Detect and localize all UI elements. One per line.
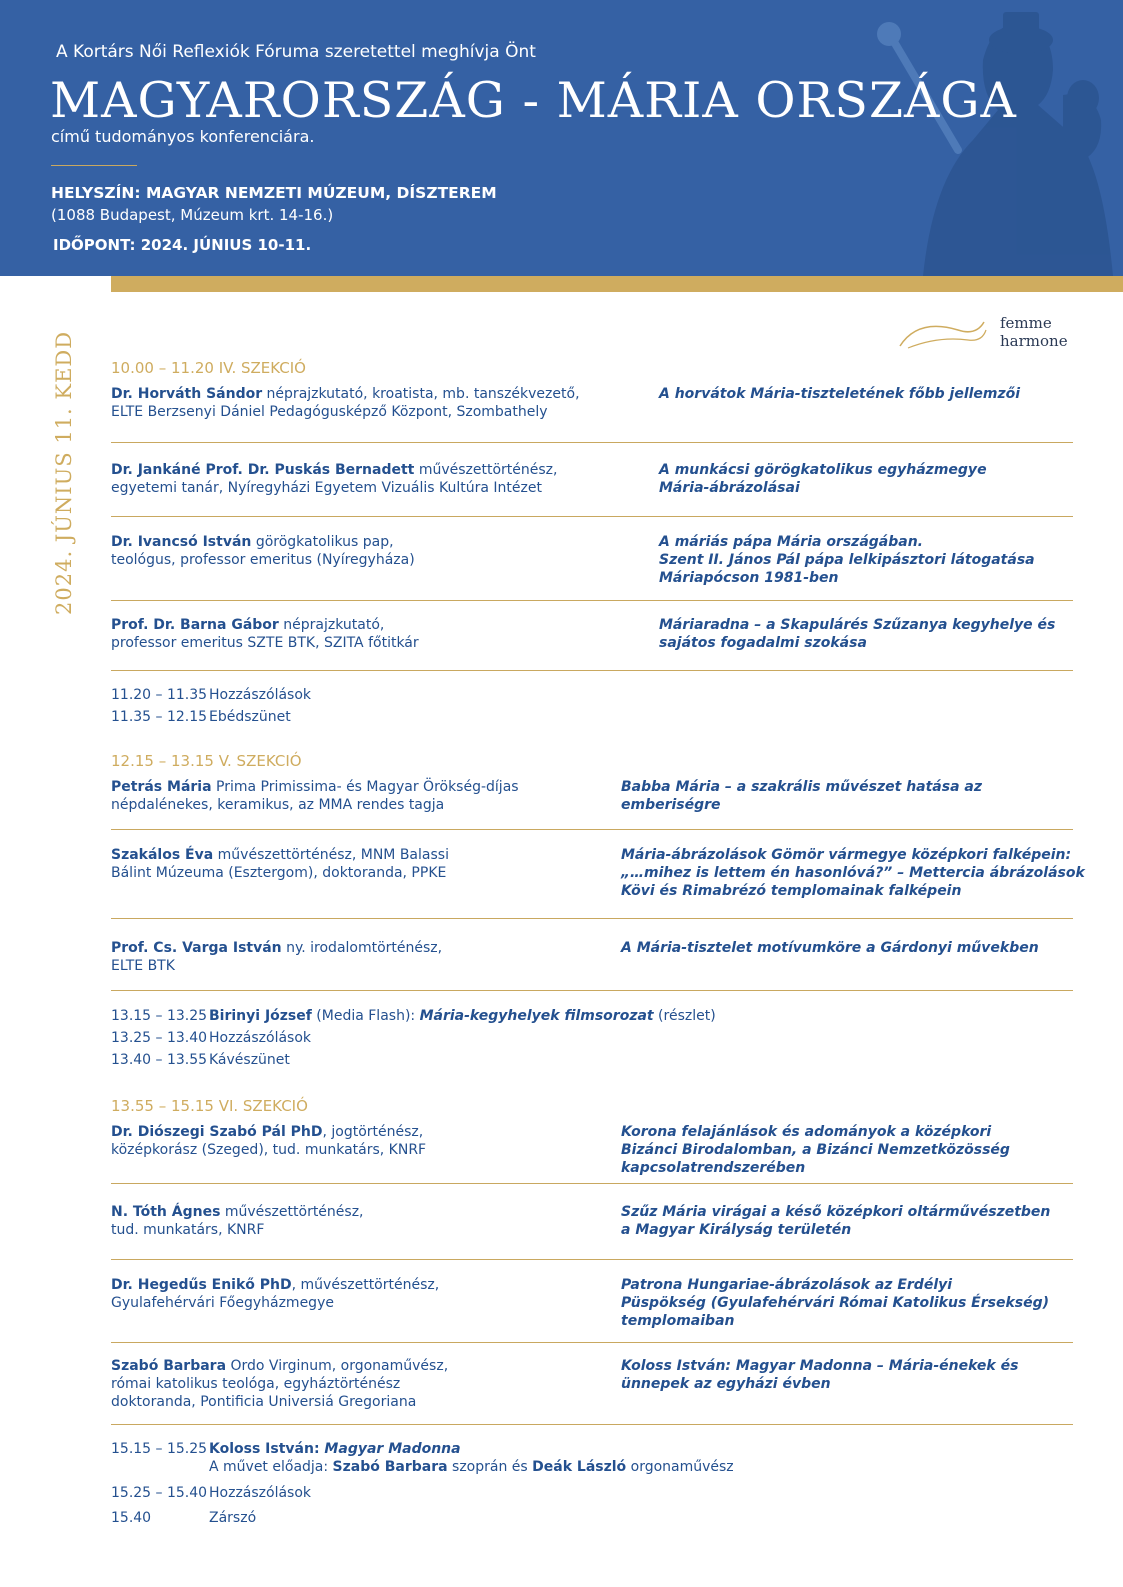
talk-title-line: A máriás pápa Mária országában. xyxy=(659,534,923,550)
speaker-role-line2: Bálint Múzeuma (Esztergom), doktoranda, PPKE xyxy=(111,865,447,881)
speaker-block xyxy=(111,1203,364,1239)
talk-title xyxy=(659,461,987,497)
femme-harmone-logo xyxy=(898,314,1078,356)
talk-title xyxy=(621,1357,1018,1393)
talk-title-line: Koloss István: Magyar Madonna – Mária-énekek és xyxy=(621,1358,1019,1374)
performer-2-role: orgonaművész xyxy=(626,1459,734,1475)
speaker-name: Prof. Dr. Barna Gábor xyxy=(111,617,279,633)
logo-line-1: femme xyxy=(1000,314,1052,332)
talk-title-line: Bizánci Birodalomban, a Bizánci Nemzetközösség xyxy=(621,1142,1010,1158)
swirl-logo-icon xyxy=(898,316,990,352)
conference-subtitle: című tudományos konferenciára. xyxy=(51,127,315,146)
talk-title-line: Babba Mária – a szakrális művészet hatása az xyxy=(621,779,982,795)
speaker-role: Prima Primissima- és Magyar Örökség-díjas xyxy=(211,779,519,795)
speaker-role-line3: doktoranda, Pontificia Universiá Gregoriana xyxy=(111,1394,417,1410)
gold-accent-bar xyxy=(111,276,1123,292)
speaker-name: Petrás Mária xyxy=(111,779,212,795)
film-mid: (Media Flash): xyxy=(311,1008,420,1024)
speaker-name: Dr. Diószegi Szabó Pál PhD xyxy=(111,1124,323,1140)
performer-2: Deák László xyxy=(532,1459,627,1475)
speaker-block xyxy=(111,778,519,814)
talk-title-line: Szent II. János Pál pápa lelkipásztori látogatása xyxy=(659,552,1035,568)
divider xyxy=(111,1342,1073,1343)
schedule-item-performance xyxy=(111,1440,734,1476)
talk-title-line: „…mihez is lettem én hasonlóvá?” – Mettercia ábrázolások xyxy=(621,865,1085,881)
film-end: (részlet) xyxy=(653,1008,716,1024)
talk-title-line: sajátos fogadalmi szokása xyxy=(659,635,867,651)
divider xyxy=(111,918,1073,919)
talk-title xyxy=(621,939,1039,957)
talk-title xyxy=(659,616,1055,652)
schedule-text: Hozzászólások xyxy=(209,1485,312,1501)
schedule-time: 13.25 – 13.40 xyxy=(111,1030,208,1046)
divider xyxy=(111,829,1073,830)
talk-title xyxy=(659,385,1020,403)
speaker-role-line2: tud. munkatárs, KNRF xyxy=(111,1222,265,1238)
divider xyxy=(111,516,1073,517)
film-title: Mária-kegyhelyek filmsorozat xyxy=(419,1008,654,1024)
speaker-block xyxy=(111,461,557,497)
speaker-block xyxy=(111,939,442,975)
talk-title xyxy=(659,533,1035,587)
talk-title-line: Máriaradna – a Skapulárés Szűzanya kegyhelye és xyxy=(659,617,1056,633)
schedule-text: Hozzászólások xyxy=(209,687,312,703)
talk-title-line: templomaiban xyxy=(621,1313,735,1329)
speaker-role-line2: népdalénekes, keramikus, az MMA rendes tagja xyxy=(111,797,445,813)
speaker-role-line2: Gyulafehérvári Főegyházmegye xyxy=(111,1295,334,1311)
talk-title-line: Kövi és Rimabrézó templomainak falképein xyxy=(621,883,962,899)
speaker-role-line2: ELTE BTK xyxy=(111,958,175,974)
speaker-name: Dr. Ivancsó István xyxy=(111,534,252,550)
divider xyxy=(111,670,1073,671)
header-banner xyxy=(0,0,1123,276)
divider xyxy=(111,990,1073,991)
schedule-text: Hozzászólások xyxy=(209,1030,312,1046)
conference-title: MAGYARORSZÁG - MÁRIA ORSZÁGA xyxy=(50,72,1017,129)
talk-title xyxy=(621,1203,1050,1239)
venue: HELYSZÍN: MAGYAR NEMZETI MÚZEUM, DÍSZTEREM xyxy=(51,184,497,202)
schedule-time: 15.40 xyxy=(111,1510,152,1526)
schedule-item xyxy=(111,708,291,726)
work-title: Magyar Madonna xyxy=(319,1441,461,1457)
speaker-role: ny. irodalomtörténész, xyxy=(281,940,443,956)
schedule-time: 15.15 – 15.25 xyxy=(111,1441,208,1457)
schedule-text: Kávészünet xyxy=(209,1052,290,1068)
speaker-role-line2: középkorász (Szeged), tud. munkatárs, KNRF xyxy=(111,1142,427,1158)
talk-title-line: ünnepek az egyházi évben xyxy=(621,1376,831,1392)
talk-title xyxy=(621,846,1085,900)
speaker-name: Szakálos Éva xyxy=(111,847,214,863)
speaker-role: néprajzkutató, kroatista, mb. tanszékvezető, xyxy=(262,386,580,402)
schedule-item xyxy=(111,1051,290,1069)
divider xyxy=(111,1183,1073,1184)
header-divider xyxy=(51,165,137,166)
talk-title xyxy=(621,1276,1049,1330)
divider xyxy=(111,442,1073,443)
schedule-text: Zárszó xyxy=(209,1510,257,1526)
schedule-time: 11.35 – 12.15 xyxy=(111,709,208,725)
invitation-intro: A Kortárs Női Reflexiók Fóruma szeretettel meghívja Önt xyxy=(56,42,536,62)
talk-title-line: Szűz Mária virágai a késő középkori oltárművészetben xyxy=(621,1204,1051,1220)
speaker-role-line2: ELTE Berzsenyi Dániel Pedagógusképző Központ, Szombathely xyxy=(111,404,548,420)
speaker-role-line2: teológus, professor emeritus (Nyíregyháza) xyxy=(111,552,415,568)
speaker-role: , művészettörténész, xyxy=(291,1277,440,1293)
speaker-name: N. Tóth Ágnes xyxy=(111,1204,221,1220)
schedule-time: 15.25 – 15.40 xyxy=(111,1485,208,1501)
venue-address: (1088 Budapest, Múzeum krt. 14-16.) xyxy=(51,206,334,224)
schedule-item-film xyxy=(111,1007,716,1025)
speaker-name: Dr. Hegedűs Enikő PhD xyxy=(111,1277,292,1293)
speaker-role: művészettörténész, xyxy=(414,462,558,478)
divider xyxy=(111,1259,1073,1260)
logo-line-2: harmone xyxy=(1000,332,1068,350)
schedule-item xyxy=(111,1484,311,1502)
talk-title-line: a Magyar Királyság területén xyxy=(621,1222,852,1238)
performer-1: Szabó Barbara xyxy=(332,1459,448,1475)
section-vi-title: 13.55 – 15.15 VI. SZEKCIÓ xyxy=(111,1097,308,1115)
day-label-vertical: 2024. JÚNIUS 11. KEDD xyxy=(52,330,76,615)
section-iv-title: 10.00 – 11.20 IV. SZEKCIÓ xyxy=(111,359,306,377)
speaker-block xyxy=(111,1357,448,1411)
section-v-title: 12.15 – 13.15 V. SZEKCIÓ xyxy=(111,752,302,770)
event-date: IDŐPONT: 2024. JÚNIUS 10-11. xyxy=(53,236,312,254)
speaker-block xyxy=(111,616,419,652)
speaker-block xyxy=(111,1276,439,1312)
speaker-block xyxy=(111,1123,426,1159)
speaker-role: művészettörténész, xyxy=(220,1204,364,1220)
speaker-role: Ordo Virginum, orgonaművész, xyxy=(226,1358,449,1374)
schedule-time: 13.40 – 13.55 xyxy=(111,1052,208,1068)
schedule-time: 13.15 – 13.25 xyxy=(111,1008,208,1024)
speaker-role: , jogtörténész, xyxy=(322,1124,424,1140)
composer: Koloss István: xyxy=(209,1441,320,1457)
speaker-role-line2: egyetemi tanár, Nyíregyházi Egyetem Vizuális Kultúra Intézet xyxy=(111,480,542,496)
schedule-text: Ebédszünet xyxy=(209,709,291,725)
speaker-block xyxy=(111,533,415,569)
talk-title-line: emberiségre xyxy=(621,797,721,813)
schedule-time: 11.20 – 11.35 xyxy=(111,687,208,703)
talk-title-line: Patrona Hungariae-ábrázolások az Erdélyi xyxy=(621,1277,953,1293)
talk-title-line: A Mária-tisztelet motívumköre a Gárdonyi művekben xyxy=(621,940,1039,956)
speaker-name: Prof. Cs. Varga István xyxy=(111,940,282,956)
speaker-name: Dr. Horváth Sándor xyxy=(111,386,263,402)
talk-title-line: Máriapócson 1981-ben xyxy=(659,570,839,586)
divider xyxy=(111,600,1073,601)
speaker-name: Szabó Barbara xyxy=(111,1358,227,1374)
speaker-role-line2: professor emeritus SZTE BTK, SZITA főtitkár xyxy=(111,635,419,651)
performer-1-role: szoprán és xyxy=(447,1459,533,1475)
film-author: Birinyi József xyxy=(209,1008,312,1024)
talk-title xyxy=(621,778,982,814)
madonna-statue-icon xyxy=(863,0,1123,276)
talk-title-line: Korona felajánlások és adományok a középkori xyxy=(621,1124,992,1140)
performer-intro: A művet előadja: xyxy=(209,1459,333,1475)
speaker-block xyxy=(111,385,580,421)
speaker-role: művészettörténész, MNM Balassi xyxy=(213,847,449,863)
talk-title-line: kapcsolatrendszerében xyxy=(621,1160,806,1176)
divider xyxy=(111,1424,1073,1425)
speaker-role: görögkatolikus pap, xyxy=(251,534,394,550)
schedule-item xyxy=(111,1509,256,1527)
schedule-item xyxy=(111,1029,311,1047)
speaker-block xyxy=(111,846,449,882)
talk-title-line: Mária-ábrázolásai xyxy=(659,480,800,496)
speaker-role-line2: római katolikus teológa, egyháztörténész xyxy=(111,1376,401,1392)
talk-title-line: Mária-ábrázolások Gömör vármegye középkori falképein: xyxy=(621,847,1072,863)
talk-title xyxy=(621,1123,1010,1177)
talk-title-line: A munkácsi görögkatolikus egyházmegye xyxy=(659,462,987,478)
speaker-role: néprajzkutató, xyxy=(278,617,385,633)
talk-title-line: A horvátok Mária-tiszteletének főbb jellemzői xyxy=(659,386,1021,402)
talk-title-line: Püspökség (Gyulafehérvári Római Katolikus Érsekség) xyxy=(621,1295,1050,1311)
schedule-item xyxy=(111,686,311,704)
speaker-name: Dr. Jankáné Prof. Dr. Puskás Bernadett xyxy=(111,462,415,478)
